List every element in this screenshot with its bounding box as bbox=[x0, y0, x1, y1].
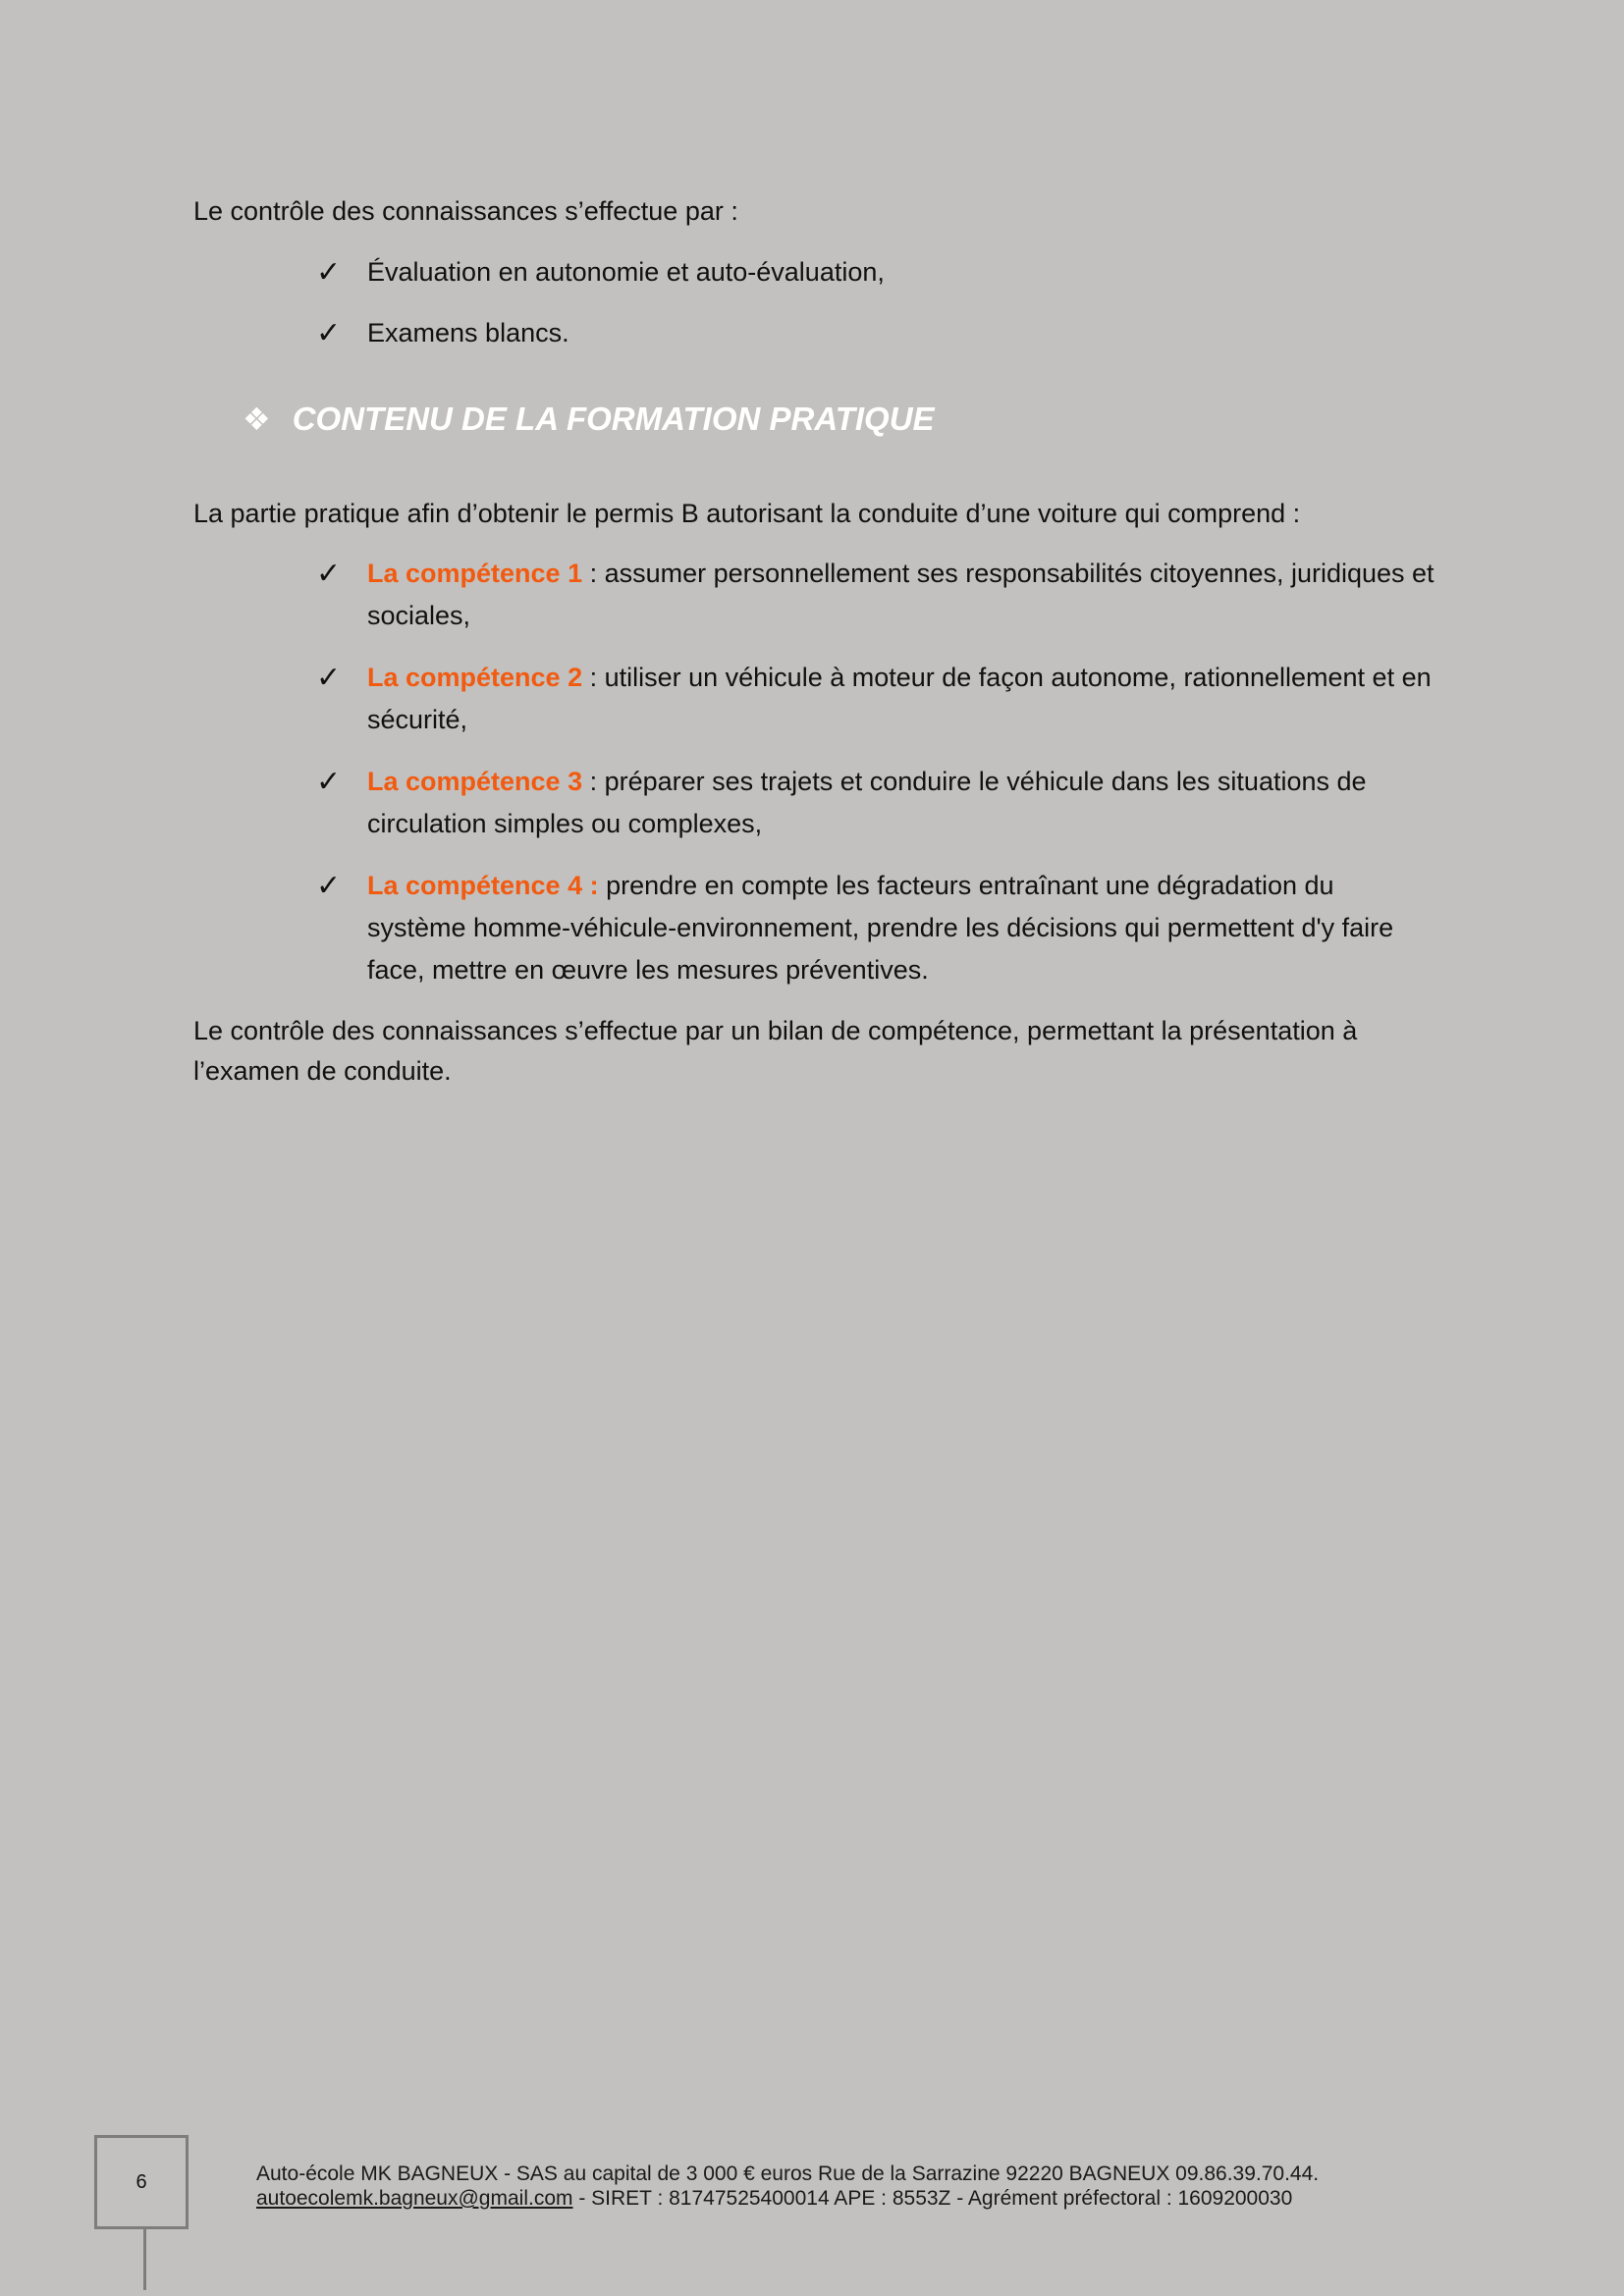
checkmark-icon: ✓ bbox=[316, 870, 342, 902]
assessment-list bbox=[314, 251, 1438, 354]
diamond-bullet-icon: ❖ bbox=[243, 401, 271, 437]
page-number-box bbox=[94, 2135, 189, 2229]
intro-paragraph: Le contrôle des connaissances s’effectue par : bbox=[193, 196, 738, 226]
competence-item-3 bbox=[314, 761, 1438, 845]
competences-list bbox=[314, 553, 1438, 991]
competence-item-2 bbox=[314, 657, 1438, 741]
checkmark-icon: ✓ bbox=[316, 662, 342, 694]
footer-legal-info: - SIRET : 81747525400014 APE : 8553Z - Agrément préfectoral : 1609200030 bbox=[572, 2187, 1293, 2210]
footer bbox=[256, 2162, 1319, 2211]
footer-line-2 bbox=[256, 2186, 1319, 2211]
competence-label: La compétence 2 bbox=[367, 663, 583, 692]
competence-label: La compétence 3 bbox=[367, 767, 583, 796]
checkmark-icon: ✓ bbox=[316, 558, 342, 590]
checkmark-icon: ✓ bbox=[316, 766, 342, 798]
section-heading bbox=[243, 400, 935, 438]
competence-label: La compétence 4 : bbox=[367, 871, 599, 900]
page-number-stem bbox=[143, 2229, 146, 2290]
competence-text: prendre en compte les facteurs entraînant une dégradation du système homme-véhicule-environnement, prendre les décisions qui permettent d'y faire face, mettre en œuvre les mesures préventives. bbox=[367, 871, 1394, 985]
checkmark-icon: ✓ bbox=[316, 317, 342, 349]
competence-text: : assumer personnellement ses responsabilités citoyennes, juridiques et sociales, bbox=[367, 559, 1435, 630]
conclusion-paragraph: Le contrôle des connaissances s’effectue par un bilan de compétence, permettant la présentation à l’examen de conduite. bbox=[193, 1016, 1358, 1086]
page-number: 6 bbox=[135, 2170, 147, 2193]
list-item-text: Évaluation en autonomie et auto-évaluation, bbox=[367, 257, 885, 287]
list-item bbox=[314, 312, 1438, 354]
footer-email-link[interactable]: autoecolemk.bagneux@gmail.com bbox=[256, 2187, 573, 2210]
practical-intro-paragraph: La partie pratique afin d’obtenir le permis B autorisant la conduite d’une voiture qui comprend : bbox=[193, 499, 1301, 528]
checkmark-icon: ✓ bbox=[316, 256, 342, 289]
competence-text: : utiliser un véhicule à moteur de façon autonome, rationnellement et en sécurité, bbox=[367, 663, 1432, 734]
list-item bbox=[314, 251, 1438, 294]
footer-line-1: Auto-école MK BAGNEUX - SAS au capital de 3 000 € euros Rue de la Sarrazine 92220 BAGNEUX 09.86.39.70.44. bbox=[256, 2163, 1320, 2185]
competence-text: : préparer ses trajets et conduire le véhicule dans les situations de circulation simples ou complexes, bbox=[367, 767, 1367, 838]
competence-label: La compétence 1 bbox=[367, 559, 583, 588]
competence-item-1 bbox=[314, 553, 1438, 637]
competence-item-4 bbox=[314, 865, 1438, 991]
list-item-text: Examens blancs. bbox=[367, 318, 569, 347]
section-title: CONTENU DE LA FORMATION PRATIQUE bbox=[292, 400, 935, 437]
